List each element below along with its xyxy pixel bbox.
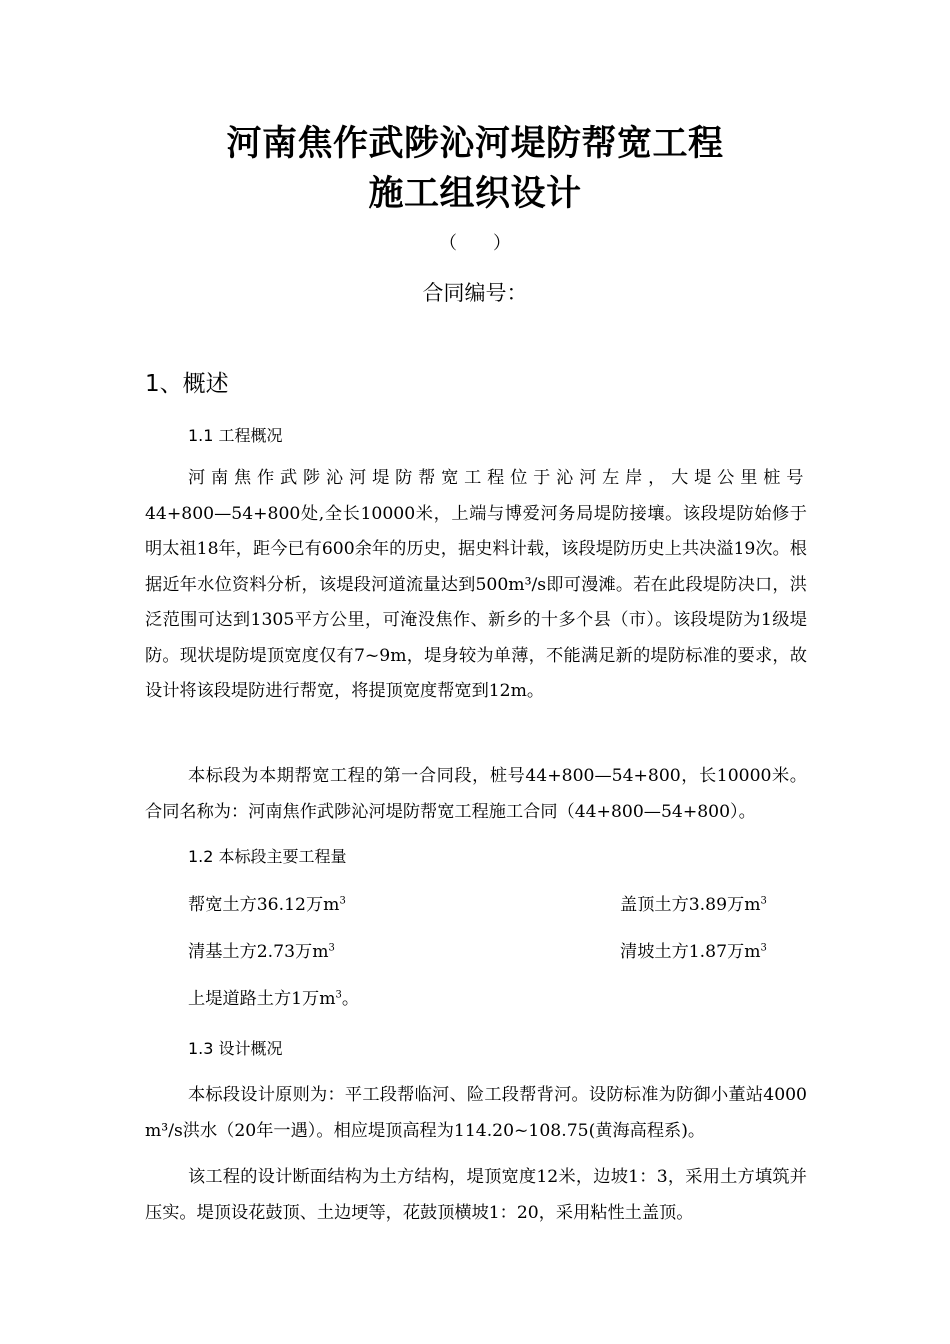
- quantity-item: [188, 893, 346, 917]
- quantity-unit-superscript: 3: [335, 989, 342, 1001]
- quantity-item: [188, 987, 359, 1011]
- quantity-unit-superscript: 3: [760, 942, 767, 954]
- paragraph-project-overview: [145, 461, 807, 710]
- quantity-unit-superscript: 3: [339, 895, 346, 907]
- quantity-item: [620, 893, 767, 917]
- title-parentheses: （ ）: [439, 233, 511, 254]
- paragraph-project-overview-line1: 河南焦作武陟沁河堤防帮宽工程位于沁河左岸，大堤公里桩号: [188, 468, 807, 488]
- quantity-unit-superscript: 3: [760, 895, 767, 907]
- quantity-text: 帮宽土方36.12万m: [188, 895, 340, 915]
- quantity-text: 上堤道路土方1万m: [188, 989, 336, 1009]
- quantity-text: 清坡土方1.87万m: [620, 942, 761, 962]
- paragraph-contract-section: 本标段为本期帮宽工程的第一合同段，桩号44+800—54+800，长10000米。合同名称为：河南焦作武陟沁河堤防帮宽工程施工合同（44+800—54+800）。: [145, 766, 807, 822]
- quantity-item: [188, 940, 335, 964]
- subsection-heading-design-overview: 1.3 设计概况: [188, 1039, 283, 1058]
- quantity-suffix: 。: [341, 989, 360, 1009]
- paragraph-design-principles: 本标段设计原则为：平工段帮临河、险工段帮背河。设防标准为防御小董站4000 m³/s洪水（20年一遇）。相应堤顶高程为114.20~108.75(黄海高程系)。: [145, 1085, 807, 1141]
- quantity-unit-superscript: 3: [328, 942, 335, 954]
- paragraph-project-overview-rest: 44+800—54+800处,全长10000米，上端与博爱河务局堤防接壤。该段堤防始修于明太祖18年，距今已有600余年的历史，据史料计载，该段堤防历史上共决溢19次。根据近年水位资料分析，该堤段河道流量达到500m³/s即可漫滩。若在此段堤防决口，洪泛范围可达到1305平方公里，可淹没焦作、新乡的十多个县（市）。该段堤防为1级堤防。现状堤防堤顶宽度仅有7~9m，堤身较为单薄，不能满足新的堤防标准的要求，故设计将该段堤防进行帮宽，将提顶宽度帮宽到12m。: [145, 503, 807, 701]
- quantity-text: 清基土方2.73万m: [188, 942, 329, 962]
- quantity-text: 盖顶土方3.89万m: [620, 895, 761, 915]
- section-heading-overview: 1、概述: [145, 371, 229, 397]
- quantity-item: [620, 940, 767, 964]
- contract-number-label: 合同编号：: [422, 281, 528, 305]
- paragraph-design-section: 该工程的设计断面结构为土方结构，堤顶宽度12米，边坡1：3，采用土方填筑并压实。堤顶设花鼓顶、土边埂等，花鼓顶横坡1：20，采用粘性土盖顶。: [145, 1167, 807, 1223]
- document-title-line2: 施工组织设计: [368, 174, 582, 214]
- document-title-line1: 河南焦作武陟沁河堤防帮宽工程: [226, 124, 724, 164]
- subsection-heading-project-overview: 1.1 工程概况: [188, 426, 283, 445]
- subsection-heading-quantities: 1.2 本标段主要工程量: [188, 847, 347, 866]
